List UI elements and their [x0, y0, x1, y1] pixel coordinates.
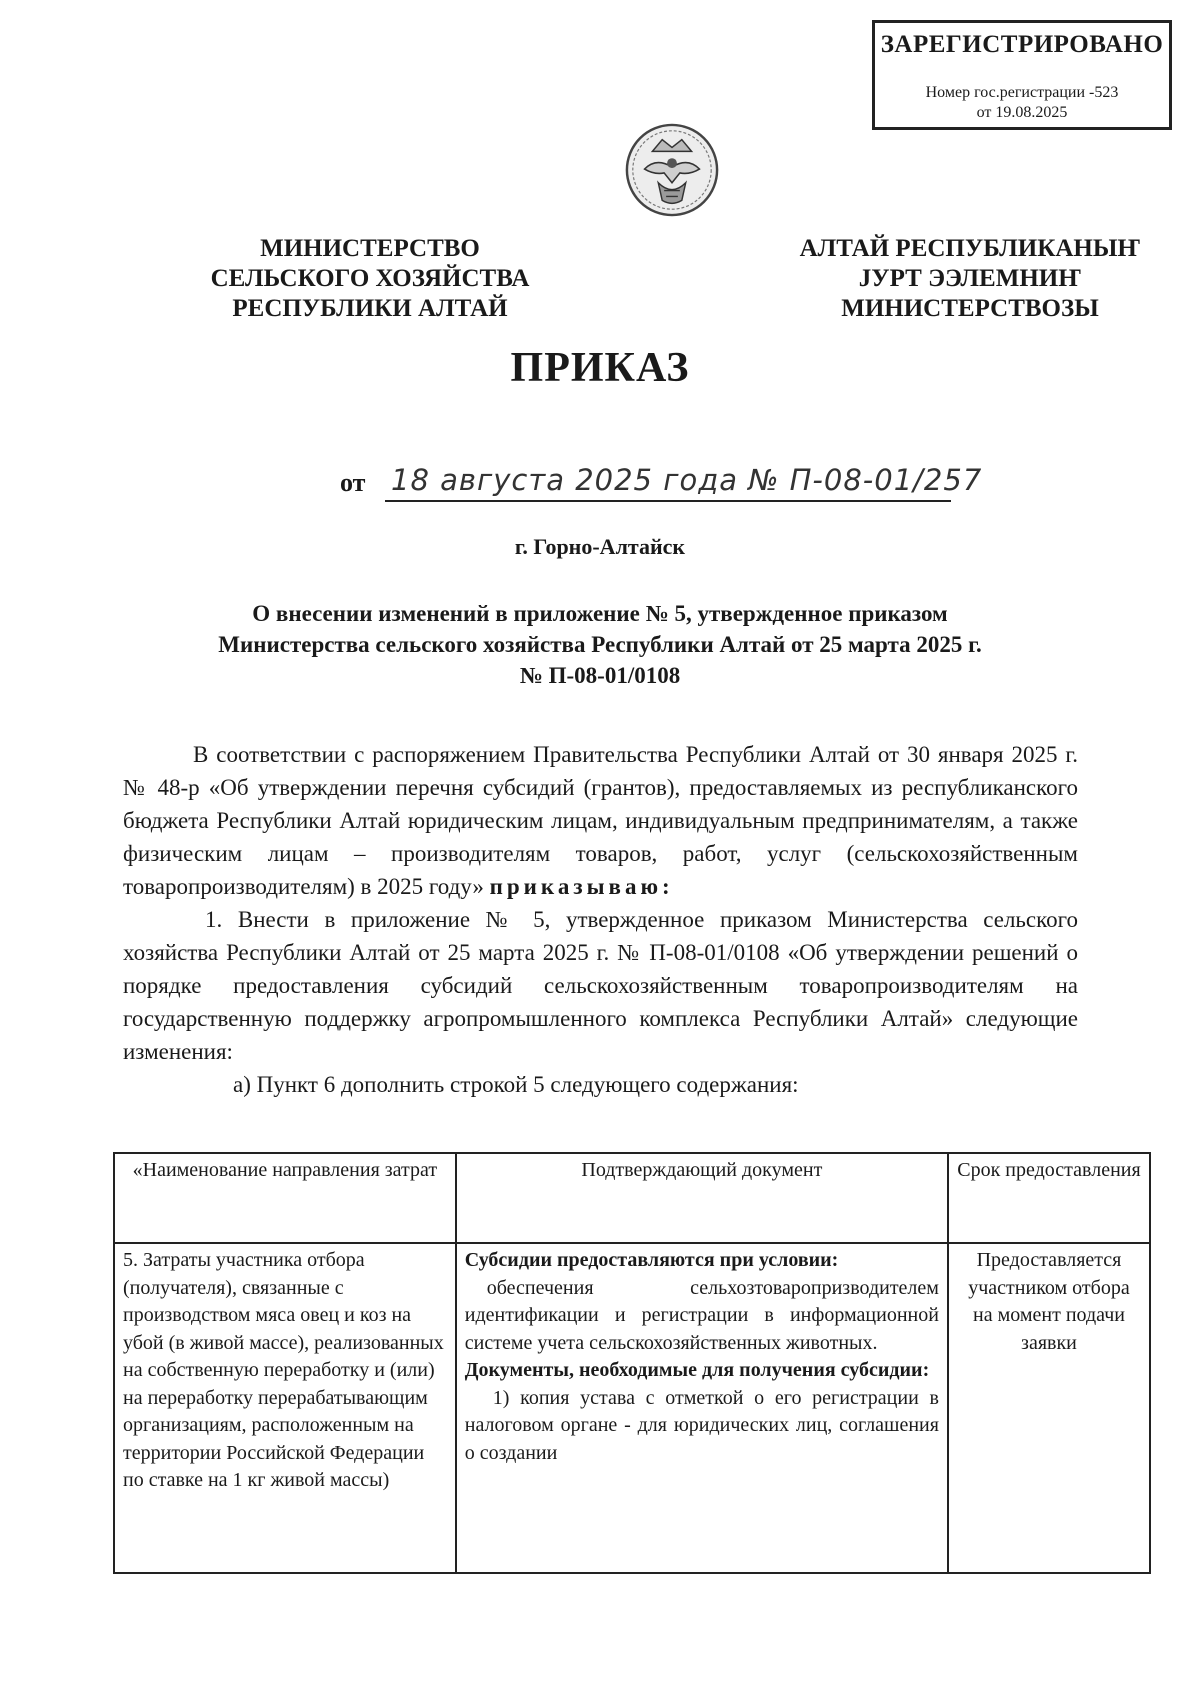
document-title: ПРИКАЗ [510, 345, 690, 391]
ministry-altai-line-2: ЈУРТ ЭЭЛЕМНИҤ [858, 265, 1082, 292]
subject-line-2: Министерства сельского хозяйства Республики Алтай от 25 марта 2025 г. [218, 632, 982, 657]
condition-text: обеспечения сельхозтоваропризводителем идентификации и регистрации в информационной системе учета сельскохозяйственных животных. [464, 1276, 939, 1354]
order-date-row [340, 460, 983, 500]
order-subject [120, 598, 1080, 691]
stamp-title: ЗАРЕГИСТРИРОВАНО [880, 31, 1164, 58]
ministry-line-2: СЕЛЬСКОГО ХОЗЯЙСТВА [210, 265, 530, 292]
coat-of-arms-icon [623, 118, 721, 222]
ministry-altai-line-3: МИНИСТЕРСТВОЗЫ [841, 295, 1099, 322]
item-1-paragraph: 1. Внести в приложение № 5, утвержденное приказом Министерства сельского хозяйства Республики Алтай от 25 марта 2025 г. № П-08-01/0108 «Об утверждении решений о порядке предоставления субсидий сельскохозяйственным товаропроизводителям на государственную поддержку агропромышленного комплекса Республики Алтай» следующие изменения: [123, 907, 1078, 1064]
table-row [114, 1243, 1150, 1573]
header-confirming-document: Подтверждающий документ [456, 1153, 948, 1243]
ministry-line-1: МИНИСТЕРСТВО [260, 235, 480, 262]
header-submission-term: Срок предоставления [948, 1153, 1150, 1243]
condition-heading: Субсидии предоставляются при условии: [464, 1249, 839, 1271]
preamble-text: В соответствии с распоряжением Правительства Республики Алтай от 30 января 2025 г. № 48-р «Об утверждении перечня субсидий (грантов), предоставляемых из республиканского бюджета Республики Алтай юридическим лицам, индивидуальным предпринимателям, а также физическим лицам – производителям товаров, работ, услуг (сельскохозяйственным товаропроизводителям) в 2025 году» [123, 742, 1078, 899]
cell-confirming-document [456, 1243, 948, 1573]
stamp-reg-date: от 19.08.2025 [976, 104, 1068, 121]
ministry-name-altai [760, 234, 1180, 324]
handwritten-date-number: 18 августа 2025 года № П-08-01/257 [385, 460, 951, 502]
documents-heading: Документы, необходимые для получения субсидии: [464, 1359, 930, 1381]
subject-line-1: О внесении изменений в приложение № 5, утвержденное приказом [252, 601, 948, 626]
city: г. Горно-Алтайск [514, 534, 686, 559]
documents-text: 1) копия устава с отметкой о его регистрации в налоговом органе - для юридических лиц, соглашения о создании [464, 1386, 939, 1464]
registration-stamp [872, 20, 1172, 130]
amendment-table [113, 1152, 1151, 1574]
ministry-name-russian [170, 234, 570, 324]
cell-submission-term: Предоставляется участником отбора на момент подачи заявки [948, 1243, 1150, 1573]
stamp-reg-number: Номер гос.регистрации -523 [925, 84, 1119, 101]
item-a-paragraph: а) Пункт 6 дополнить строкой 5 следующего содержания: [233, 1072, 799, 1097]
cell-cost-direction: 5. Затраты участника отбора (получателя), связанные с производством мяса овец и коз на убой (в живой массе), реализованных на собственную переработку и (или) на переработку перерабатывающим организациям, расположенным на территории Российской Федерации по ставке на 1 кг живой массы) [114, 1243, 456, 1573]
order-word: приказываю: [489, 874, 674, 899]
ministry-line-3: РЕСПУБЛИКИ АЛТАЙ [232, 295, 508, 322]
table-header-row [114, 1153, 1150, 1243]
header-cost-direction: «Наименование направления затрат [114, 1153, 456, 1243]
date-prefix: от [340, 468, 366, 497]
preamble-paragraph [123, 738, 1078, 903]
subject-line-3: № П-08-01/0108 [519, 663, 681, 688]
ministry-altai-line-1: АЛТАЙ РЕСПУБЛИКАНЫҤ [799, 235, 1141, 262]
order-body [123, 738, 1078, 1101]
